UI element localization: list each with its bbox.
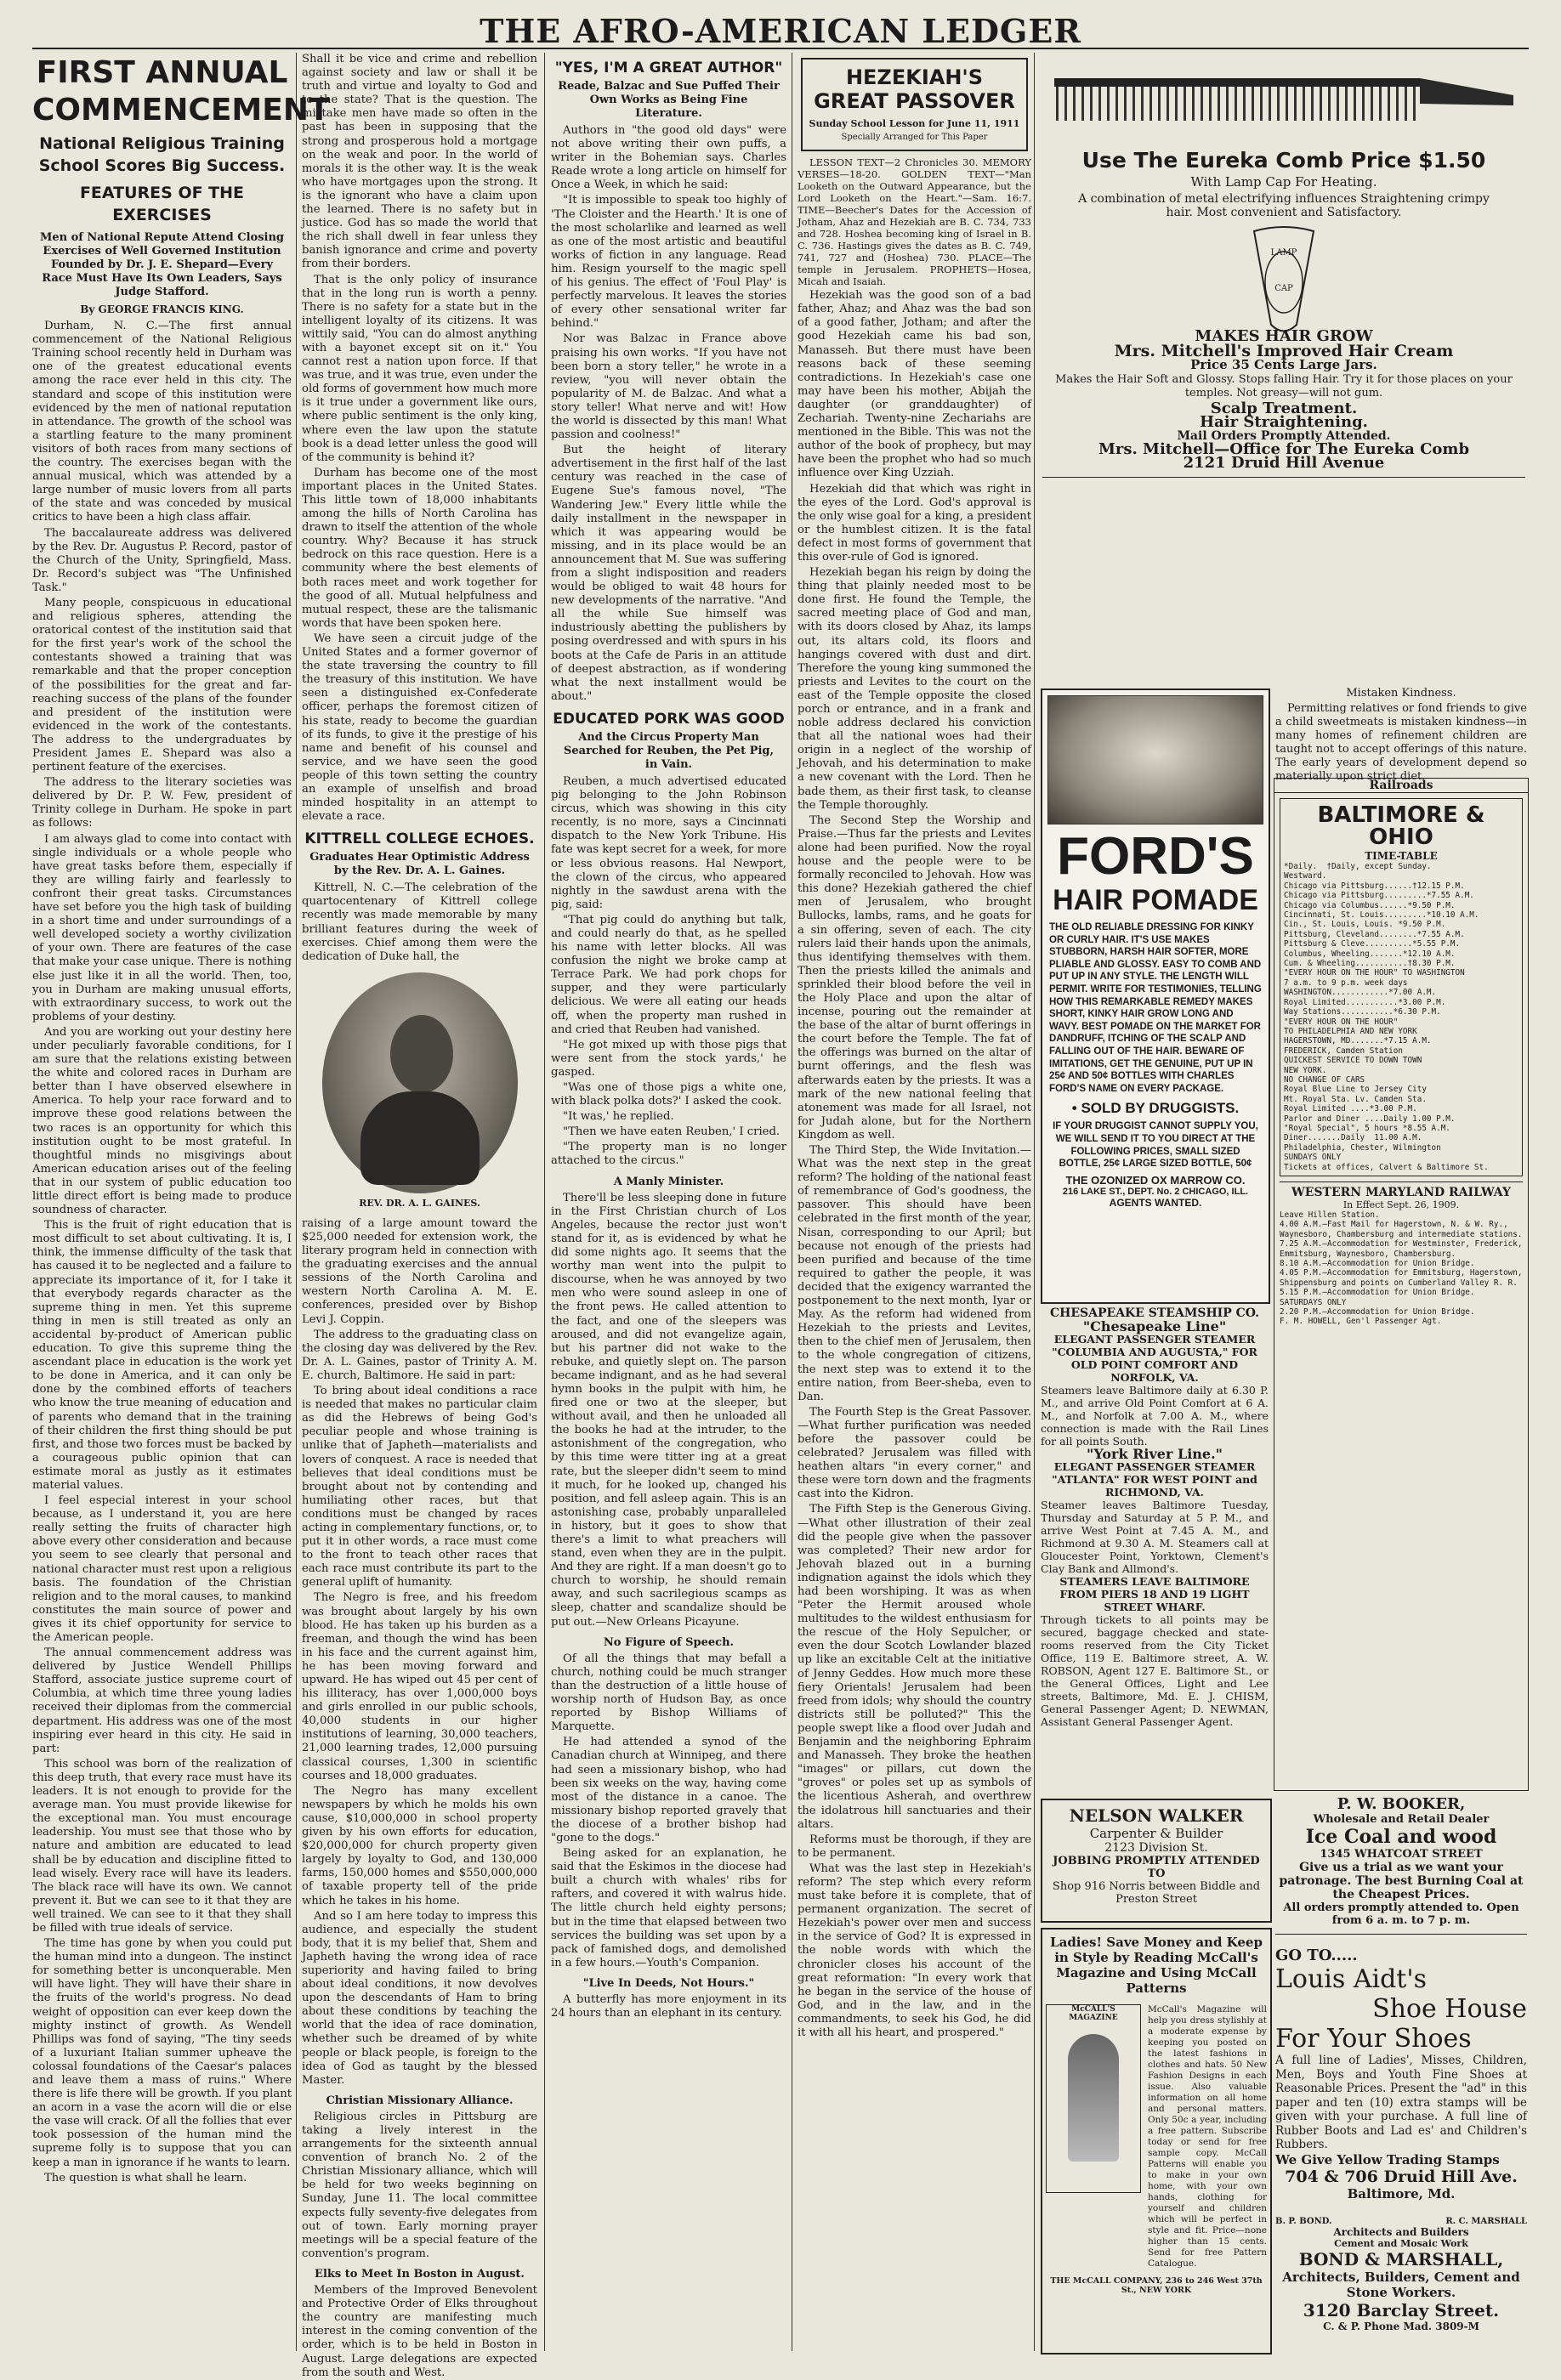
fords-company: THE OZONIZED OX MARROW CO. xyxy=(1065,1173,1246,1187)
paragraph: Reforms must be thorough, if they are to be permanent. xyxy=(798,1833,1031,1860)
bond-line: Architects, Builders, Cement and Stone Workers. xyxy=(1282,2270,1520,2300)
nelson-line: NELSON WALKER xyxy=(1069,1805,1244,1826)
mccall-cover-label: McCALL'S MAGAZINE xyxy=(1069,2005,1118,2022)
paragraph: We have seen a circuit judge of the United States and a former governor of the state traversing the country to fill the treasury of this institution. We have seen a distinguished ex-Confederate officer, perhaps the foremost citizen of his state, ready to become the guardian of its funds, to give it the prestige of his name and benefit of his counsel and service, and we have seen the good people of this town setting the country an example of unselfish and broad minded hospitality in an attempt to elevate a race. xyxy=(302,632,537,824)
western-maryland xyxy=(1280,1182,1523,1327)
paragraph: Many people, conspicuous in educational and religious spheres, attending the oratorical contest of the institution said that for the first year's work of the school the contestants showed a training that was remarkable and that the proper conception of the possibilities for the great and far-reaching success of the plans of the founder and president of the institution were evidenced in the work of the contestants. The address to the undergraduates by President James E. Shepard was also a pertinent feature of the exercises. xyxy=(32,596,292,774)
paragraph: Kittrell, N. C.—The celebration of the quartocentenary of Kittrell college recently was made memorable by many brilliant features during the week of exercises. Chief among them were the dedication of Duke hall, the xyxy=(302,881,537,963)
pork-deck: And the Circus Property Man Searched for Reuben, the Pet Pig, in Vain. xyxy=(563,730,775,771)
paragraph: Permitting relatives or fond friends to give a child sweetmeats is mistaken kindness—in many homes of refinement children are taught not to accept offerings of this nature. The early years of development depend so materially upon strict diet. xyxy=(1275,702,1527,783)
railroads-section xyxy=(1274,778,1529,1791)
paragraph: There'll be less sleeping done in future in the First Christian church of Los Angeles, because the rector just won't stand for it, as is evidenced by what he did some nights ago. It seems that the worthy man went into the pulpit to discourse, when he was annoyed by two men who were sound asleep in one of the front pews. He called attention to the fact, and one of the sleepers was aroused, and did not evangelize again, but his partner did not wake to the rebuke, and quietly slept on. The parson became indignant, and as he had several hymn books in the pulpit with him, he fired one or two at the sleeper, but without avail, and then he unloaded all the books he had at the intruder, to the astonishment of the congregation, who by this time were titter ing at a great rate, but the sleeper didn't seem to mind it much, for he looked up, changed his position, and fell asleep again. This is an astonishing case, probably unparalleled in history, but it goes to show that there's a limit to what preachers will stand, even when they are in the pulpit. And they are right. If a man doesn't go to church to worship, he should remain away, and such sacrilegious scamps as sleep, chatter and scandalize should be put out.—New Orleans Picayune. xyxy=(551,1191,786,1629)
paragraph: "The property man is no longer attached to the circus." xyxy=(551,1141,786,1168)
paragraph: The Third Step, the Wide Invitation.—What was the next step in the great reform? The holding of the national feast of remembrance of God's goodness, the passover. This should have been celebrated in the first month of the year, Nisan, corresponding to our April; but because not enough of the priests had been purified and because of the time required to gather the people, it was decided that the exigency warranted the postponement to the next month, Iyar or May. As the reform had widened from Hezekiah to the priests and Levites, then to the chief men of Jerusalem, then to the whole congregation of citizens, the next step was to extend it to the entire nation, from Beer-sheba, even to Dan. xyxy=(798,1144,1031,1403)
aidt-line: For Your Shoes xyxy=(1275,2024,1472,2054)
paragraph: That is the only policy of insurance that in the long run is worth a penny. There is no safety for a state but in the intelligent loyalty of its citizens. It was wittily said, "You can do almost anything with a bayonet except sit on it." You cannot rest a nation upon force. If that was true, and it was true, even under the old forms of government how much more is it true under a government like ours, where public sentiment is the only king, where even the law upon the statute book is a dead letter unless the good will of the community is behind it? xyxy=(302,273,537,464)
ches-line: ELEGANT PASSENGER STEAMER "ATLANTA" FOR WEST POINT and RICHMOND, VA. xyxy=(1052,1460,1257,1499)
paragraph: Durham, N. C.—The first annual commencement of the National Religious Training school recently held in Durham was one of the greatest educational events among the race ever held in this city. The standard and scope of this institution were evidenced by the men of national reputation in attendance. The growth of the school was a startling feature to the many prominent visitors of both races from many sections of the country. The exercises began with the annual musical, which was attended by a large number of music lovers from all parts of the state and was conceded by musical critics to have been a high class affair. xyxy=(32,320,292,524)
ches-line: Steamers leave Baltimore daily at 6.30 P. M., and arrive Old Point Comfort at 6 A. M., and Norfolk at 7.00 A. M., where connection is made with the Rail Lines for all points South. xyxy=(1041,1384,1269,1448)
paragraph: The Fifth Step is the Generous Giving.—What other illustration of their zeal did the people give when the passover was completed? Their new ardor for Jehovah blazed out in a burning indignation against the idols which they had been worshiping. It was as when "Peter the Hermit aroused whole multitudes to the wildest enthusiasm for the rescue of the Holy Sepulcher, or even the dour Scotch Lowlander blazed up like an excitable Celt at the initiative of Jenny Geddes. How much more these fiery Orientals! Jerusalem had been freed from idols; why should the country districts still be polluted?" This the people swept like a flood over Judah and Benjamin and the neighboring Ephraim and Manasseh. They broke the heathen "images" or pillars, cut down the "groves" or poles set up as symbols of the licentious Asherah, and overthrew the idolatrous hill sanctuaries and their altars. xyxy=(798,1503,1031,1831)
minister-headline: A Manly Minister. xyxy=(613,1175,724,1188)
paragraph: "That pig could do anything but talk, and could nearly do that, as he spelled his name with letter blocks. All was confusion the night we broke camp at Terrace Park. We had pork chops for supper, and they were particularly delicious. We were all eating our heads off, when the property man rushed in and cried that Reuben had vanished. xyxy=(551,913,786,1036)
bond-line: Architects and Builders xyxy=(1333,2226,1469,2238)
wm-title: WESTERN MARYLAND RAILWAY xyxy=(1291,1186,1511,1199)
wm-sub: In Effect Sept. 26, 1909. xyxy=(1342,1199,1460,1210)
paragraph: The Negro is free, and his freedom was brought about largely by his own blood. He has taken up his burden as a freeman, and though the wind has been in his face and the current against him, he has been moving forward and upward. He has wiped out 45 per cent of his illiteracy, has over 1,000,000 boys and girls enrolled in our public schools, 40,000 students in our higher institutions of learning, 30,000 teachers, 21,000 learning trades, 12,000 pursuing classical courses, 1,300 in scientific courses and 18,000 graduates. xyxy=(302,1591,537,1782)
photo-caption: REV. DR. A. L. GAINES. xyxy=(359,1197,480,1209)
bond-line: BOND & MARSHALL, xyxy=(1298,2249,1504,2270)
figure-headline: No Figure of Speech. xyxy=(603,1635,735,1649)
article-subtitle: National Religious Training School Scores Big Success. xyxy=(38,134,286,175)
deeds-headline: "Live In Deeds, Not Hours." xyxy=(582,1976,755,1990)
bo-timetable xyxy=(1280,798,1523,1176)
bo-table: *Daily. †Daily, except Sunday. Westward. Chicago via Pittsburg......†12.15 P.M. Chicago via Pittsburg.........*7.55 A.M. Chicago via Columbus......*9.50 P.M. Cincinnati, St. Louis.........*10.10 A.M. Cin., St. Louis, Louis. *9.50 P.M. Pittsburg, Cleveland........*7.55 A.M. Pittsburg & Cleve..........*5.55 P.M. Columbus, Wheeling.......*12.10 A.M. Cum. & Wheeling...........†8.30 P.M. "EVERY HOUR ON THE HOUR" TO WASHINGTON 7 a.m. to 9 p.m. week days WASHINGTON............*7.00 A.M. Royal Limited...........*3.00 P.M. Way Stations...........*6.30 P.M. "EVERY HOUR ON THE HOUR" TO PHILADELPHIA AND NEW YORK HAGERSTOWN, MD.......*7.15 A.M. FREDERICK, Camden Station QUICKEST SERVICE TO DOWN TOWN NEW YORK. NO CHANGE OF CARS Royal Blue Line to Jersey City Mt. Royal Sta. Lv. Camden Sta. Royal Limited ....*3.00 P.M. Parlor and Diner ....Daily 1.00 P.M. "Royal Special", 5 hours *8.55 A.M. Diner.......Daily 11.00 A.M. Philadelphia, Chester, Wilmington SUNDAYS ONLY Tickets at offices, Calvert & Baltimore St. xyxy=(1284,862,1489,1172)
aidt-line: GO TO..... xyxy=(1275,1946,1358,1964)
bo-title: BALTIMORE & OHIO xyxy=(1317,802,1485,850)
nelson-line: Shop 916 Norris between Biddle and Preston Street xyxy=(1052,1880,1261,1906)
paragraph: The Fourth Step is the Great Passover.—What further purification was needed before the passover could be celebrated? Jerusalem was filled with heathen altars "in every corner," and these were torn down and the fragments cast into the Kidron. xyxy=(798,1405,1031,1501)
paragraph: raising of a large amount toward the $25,000 needed for extension work, the literary program held in connection with the graduating exercises and the annual sessions of the North Carolina and western North Carolina A. M. E. conferences, presided over by Bishop Levi J. Coppin. xyxy=(302,1216,537,1326)
pork-headline: EDUCATED PORK WAS GOOD xyxy=(553,710,785,728)
kittrell-deck: Graduates Hear Optimistic Address by the Rev. Dr. A. L. Gaines. xyxy=(309,851,530,878)
fords-prices: IF YOUR DRUGGIST CANNOT SUPPLY YOU, WE WILL SEND IT TO YOU DIRECT AT THE FOLLOWING PRICES, SMALL SIZED BOTTLE, 25¢ LARGE SIZED BOTTLE, 50¢ xyxy=(1053,1121,1258,1170)
paragraph: A butterfly has more enjoyment in its 24 hours than an elephant in its century. xyxy=(551,1993,786,2020)
paragraph: The baccalaureate address was delivered by the Rev. Dr. Augustus P. Record, pastor of the Church of the Unity, Springfield, Mass. Dr. Record's subject was "The Unfinished Task." xyxy=(32,526,292,594)
ches-line: ELEGANT PASSENGER STEAMER "COLUMBIA AND AUGUSTA," FOR OLD POINT COMFORT AND NORFOLK, VA. xyxy=(1052,1333,1257,1384)
marshall-name: R. C. MARSHALL xyxy=(1445,2217,1527,2226)
paragraph: Authors in "the good old days" were not above writing their own puffs, a writer in the Bohemian says. Charles Reade wrote a long article on himself for Once a Week, in which he said: xyxy=(551,124,786,192)
paragraph: The question is what shall he learn. xyxy=(44,2171,247,2184)
elks-headline: Elks to Meet In Boston in August. xyxy=(315,2267,525,2281)
mitchell-line: Mail Orders Promptly Attended. xyxy=(1177,429,1391,444)
mitchell-line: Hair Straightening. xyxy=(1200,413,1368,432)
paragraph: What was the last step in Hezekiah's reform? The step which every reform must take before it is complete, that of permanent organization. The secret of Hezekiah's power over men and success in the service of God? It is expressed in the noble words with which the chronicler closes his account of the great reformation: "In every work that he began in the service of the house of God, and in the law, and in the commandments, to seek his God, he did it with all his heart, and prospered." xyxy=(798,1862,1031,2039)
paragraph: I feel especial interest in your school because, as I understand it, you are here really setting the fruits of character high above every other consideration and because you seem to see clearly that personal and national character must rest upon a religious basis. The foundation of the Christian religion and to the moral causes, to mankind constitutes the main source of power and gives it its chief opportunity for service to the American people. xyxy=(32,1494,292,1644)
bond-line: 3120 Barclay Street. xyxy=(1303,2300,1500,2320)
bond-line: Cement and Mosaic Work xyxy=(1334,2238,1468,2249)
paragraph: The annual commencement address was delivered by Justice Wendell Phillips Stafford, associate justice supreme court of Columbia, at which time three young ladies received their diplomas from the commercial department. His address was one of the most inspiring ever heard in this city. He said in part: xyxy=(32,1646,292,1755)
mccall-ad xyxy=(1041,1928,1272,2354)
paragraph: Hezekiah was the good son of a bad father, Ahaz; and Ahaz was the bad son of a good father, Jotham; and after the good Hezekiah came his bad son, Manasseh. But there must have been reasons back of these seeming contradictions. In Hezekiah's case one may have been his mother, Abijah the daughter (or granddaughter) of Zechariah. Twenty-nine Zechariahs are mentioned in the Bible. This was not the author of the book of prophecy, but may have been the prophet who had so much influence over King Uzziah. xyxy=(798,289,1031,480)
comb-illustration xyxy=(1046,53,1522,146)
paragraph: The address to the literary societies was delivered by Dr. P. W. Few, president of Trinity college in Durham. He spoke in part as follows: xyxy=(32,776,292,830)
fashion-figure xyxy=(1068,2034,1119,2162)
paragraph: The Second Step the Worship and Praise.—Thus far the priests and Levites alone had been purified. Now the royal house and the people were to be formally reconciled to Jehovah. How was this done? Hezekiah gathered the chief men of Jerusalem, who brought Bullocks, lambs, rams, and he goats for a sin offering, seven of each. The city rulers laid their hands upon the animals, thus identifying themselves with them. Then the priests killed the animals and sprinkled their blood before the veil in the Holy Place and upon the altar of incense, pouring out the remainder at the base of the altar of burnt offerings in the court before the Temple. The fat of the offerings was burned on the altar of burnt offerings, and the flesh was afterwards eaten by the priests. It was a mark of the new national feeling that atonement was made for all Israel, not for Judah alone, but for the Northern Kingdom as well. xyxy=(798,813,1031,1142)
mccall-headline: Ladies! Save Money and Keep in Style by Reading McCall's Magazine and Using McCall Patterns xyxy=(1050,1935,1263,1996)
bond-names xyxy=(1275,2217,1527,2226)
divider xyxy=(1042,477,1525,478)
paragraph: The Negro has many excellent newspapers by which he molds his own cause, $10,000,000 in school property given by his own efforts for education, $20,000,000 for church property given largely by loyalty to God, and 130,000 farms, 150,000 homes and $550,000,000 of taxable property tell of the pride which he takes in his home. xyxy=(302,1784,537,1907)
aidt-line: A full line of Ladies', Misses, Children, Men, Boys and Youth Fine Shoes at Reasonable Prices. Present the "ad" in this paper and ten (10) extra stamps will be given with your purchase. A full line of Rubber Boots and Lad es' and Children's Rubbers. xyxy=(1275,2054,1527,2151)
cap-label: CAP xyxy=(1274,284,1293,294)
lesson-title: GREAT PASSOVER xyxy=(814,89,1015,113)
article-headline: COMMENCEMENT xyxy=(32,93,330,128)
portrait-photo xyxy=(322,972,518,1193)
lesson-text: LESSON TEXT—2 Chronicles 30. MEMORY VERSES—18-20. GOLDEN TEXT—"Man Looketh on the Outward Appearance, but the Lord Looketh on the Heart."—Sam. 16:7. TIME—Beecher's Dates for the Accession of Jotham, Ahaz and Hezekiah are B. C. 734, 733 and 728. Hoshea becoming king of Israel in B. C. 736. Hastings gives the dates as B. C. 749, 741, 727 and (Hoshea) 730. PLACE—The temple in Jerusalem. PROPHETS—Hosea, Micah and Isaiah. xyxy=(798,156,1031,288)
booker-line: Wholesale and Retail Dealer xyxy=(1313,1813,1490,1826)
mitchell-line: Price 35 Cents Large Jars. xyxy=(1190,356,1377,372)
booker-line: All orders promptly attended to. Open from 6 a. m. to 7 p. m. xyxy=(1283,1901,1519,1927)
aidt-line: Shoe House xyxy=(1372,1994,1527,2024)
column-divider xyxy=(1034,53,1035,2351)
paragraph: This school was born of the realization of this deep truth, that every race must have its leaders. It is not enough to provide for the average man. You must provide likewise for the exceptional man. You must encourage leadership. You must see that those who by nature and ambition are educated to lead shall be by education and discipline fitted to lead wisely. Every race will have its leaders. The black race will have its own. We cannot prevent it. But we can see to it that they are well trained. We can see to it that they shall be filled with true ideals of service. xyxy=(32,1757,292,1935)
bond-line: C. & P. Phone Mad. 3809-M xyxy=(1323,2320,1479,2332)
paragraph: "Then we have eaten Reuben,' I cried. xyxy=(563,1125,780,1139)
missionary-headline: Christian Missionary Alliance. xyxy=(326,2094,514,2107)
aidt-line: Louis Aidt's xyxy=(1275,1964,1427,1994)
mitchell-line: 2121 Druid Hill Avenue xyxy=(1183,454,1385,473)
nelson-walker-ad xyxy=(1041,1799,1272,1923)
paragraph: Of all the things that may befall a church, nothing could be much stranger than the destruction of a little house of worship north of Hudson Bay, as once reported by Bishop Williams of Marquette. xyxy=(551,1652,786,1734)
lesson-date: Sunday School Lesson for June 11, 1911 xyxy=(809,118,1020,129)
masthead-rule xyxy=(32,48,1529,49)
byline: By GEORGE FRANCIS KING. xyxy=(80,303,244,315)
sunday-school-column xyxy=(798,53,1031,2354)
fords-title: FORD'S xyxy=(1057,827,1254,886)
paragraph: Shall it be vice and crime and rebellion against society and law or shall it be truth and virtue and loyalty to God and to the state? That is the question. The mistake men have made so often in the past has been in supposing that the strong and prosperous hold a mortgage on the weak and poor. In the world of morals it is the other way. It is the weak who have mortgages upon the strong. It is the ignorant who have a claim upon the learned. There is no safety but in justice. God has so made the world that the rich shall dwell in fear unless they banish ignorance and crime and poverty from their borders. xyxy=(302,53,537,271)
mccall-footer: THE McCALL COMPANY, 236 to 246 West 37th St., NEW YORK xyxy=(1050,2276,1263,2295)
comb-headline: Use The Eureka Comb Price $1.50 xyxy=(1081,148,1486,173)
divider xyxy=(1275,1934,1527,1935)
mitchell-line: Scalp Treatment. xyxy=(1210,399,1358,417)
lesson-title-box xyxy=(801,58,1028,151)
kittrell-headline: KITTRELL COLLEGE ECHOES. xyxy=(304,830,535,848)
paragraph: The time has gone by when you could put the human mind into a dungeon. The instinct for something better is unconquerable. Men will have light. They will have their share in the fruits of the world's progress. No dead weight of opposition can ever keep down the mighty instinct of growth. As Wendell Phillips was fond of saying, "The tiny seeds of a luxuriant Italian summer upheave the colossal foundations of the Caesar's palaces and leave them a mass of ruins." Where there is life there will be growth. If you plant an acorn in a vase the acorn will die or else the vase will crack. Of all the follies that ever took possession of the human mind the supreme folly is to suppose that you can keep a man in ignorance if he wants to learn. xyxy=(32,1937,292,2169)
nelson-line: JOBBING PROMPTLY ATTENDED TO xyxy=(1053,1855,1260,1880)
ches-line: STEAMERS LEAVE BALTIMORE FROM PIERS 18 AND 19 LIGHT STREET WHARF. xyxy=(1059,1575,1250,1613)
booker-line: 1345 WHATCOAT STREET xyxy=(1320,1848,1483,1861)
railroads-title: Railroads xyxy=(1274,779,1528,793)
kindness-title: Mistaken Kindness. xyxy=(1346,687,1456,700)
paragraph: Reuben, a much advertised educated pig belonging to the John Robinson circus, which was showing in this city recently, is no more, says a Cincinnati dispatch to the New York Tribune. His fate was kept secret for a week, for more or less obvious reasons. Hal Newport, the clown of the circus, who appeared nightly in the sawdust arena with the pig, said: xyxy=(551,774,786,911)
kindness-item xyxy=(1275,687,1527,785)
author-column xyxy=(551,53,786,2354)
fords-pomade-ad xyxy=(1041,688,1270,1304)
ches-line: Through tickets to all points may be secured, baggage checked and state-rooms reserved from the City Ticket Office, 119 E. Baltimore street, A. W. ROBSON, Agent 127 E. Baltimore St., or the General Offices, Light and Lee streets, Baltimore, Md. E. J. CHISM, General Passenger Agent; D. NEWMAN, Assistant General Passenger Agent. xyxy=(1041,1613,1269,1728)
aidt-ad xyxy=(1275,1946,1527,2202)
kittrell-column xyxy=(302,53,537,2379)
booker-ad xyxy=(1275,1795,1527,1935)
bond-name: B. P. BOND. xyxy=(1275,2217,1332,2226)
paragraph: Religious circles in Pittsburg are taking a lively interest in the arrangements for the sixteenth annual convention of branch No. 2 of the Christian Missionary alliance, which will be held for two weeks beginning on Sunday, June 11. The local committee expects fully seventy-five delegates from out of town. Early morning prayer meetings will be a special feature of the convention's program. xyxy=(302,2110,537,2260)
article-headline: FIRST ANNUAL xyxy=(36,55,288,90)
aidt-line: We Give Yellow Trading Stamps xyxy=(1275,2151,1500,2168)
paragraph: Durham has become one of the most important places in the United States. This little town of 18,000 inhabitants among the hills of North Carolina has drawn to itself the attention of the whole country. Why? Because it has struck bedrock on this race question. Here is a community where the best elements of both races meet and work together for the good of all. Mutual helpfulness and mutual respect, these are the talismanic words that have been spoken here. xyxy=(302,466,537,630)
fords-agents: AGENTS WANTED. xyxy=(1109,1196,1202,1209)
paragraph: Members of the Improved Benevolent and Protective Order of Elks throughout the country are manifesting much interest in the coming convention of the order, which is to be held in Boston in August. Large delegations are expected from the south and West. xyxy=(302,2284,537,2379)
paragraph: "Was one of those pigs a white one, with black polka dots?' I asked the cook. xyxy=(551,1081,786,1108)
paragraph: But the height of literary advertisement in the first half of the last century was reached in the case of Eugene Sue's famous novel, "The Wandering Jew." Every little while the daily installment in the newspaper in which it was appearing would be missing, and in its place would be an announcement that M. Sue was suffering from a slight indisposition and readers would be obliged to wait 48 hours for new developments of the narrative. "And all the while Sue himself was industriously abetting the publishers by posing overdressed and with spurs in his boots at the Cafe de Paris in an attitude of deepest abstraction, as if wondering what the next installment would be about." xyxy=(551,444,786,703)
portrait-head xyxy=(390,1015,453,1093)
mccall-magazine-cover xyxy=(1046,2004,1141,2193)
column-divider xyxy=(544,53,545,2351)
paragraph: He had attended a synod of the Canadian church at Winnipeg, and there had seen a missionary bishop, who had been six weeks on the way, having come most of the distance in a canoe. The missionary bishop reported gravely that the diocese of a brother bishop had "gone to the dogs." xyxy=(551,1736,786,1844)
article-deck: Men of National Repute Attend Closing Exercises of Well Governed Institution Founded by Dr. J. E. Shepard—Every Race Must Have Its Own Leaders, Says Judge Stafford. xyxy=(39,231,285,298)
article-subhead: FEATURES OF THE EXERCISES xyxy=(79,184,245,224)
paragraph: I am always glad to come into contact with single individuals or a whole people who have great tasks before them, especially if they are willing fairly and fearlessly to confront their great tasks. Circumstances have set before you the high task of building in a short time and under surroundings of a well developed society a worthy civilization of your own. There are features of the case that make your case unique. There is nothing else just like it in all the world. Then, too, you in Durham are making unusual efforts, with extraordinary success, to work out the problems of your destiny. xyxy=(32,832,292,1023)
paragraph: To bring about ideal conditions a race is needed that makes no particular claim as did the Hebrews of being God's peculiar people and whose training is unlike that of Japheth—materialists and lovers of conquest. A race is needed that believes that ideal conditions must be brought about not by contending and humiliating other races, but that conditions must be changed by races acting in complementary functions, or, to put it in other words, a race must come to the front to teach other races that each race must contribute its part to the general uplift of humanity. xyxy=(302,1385,537,1590)
bo-subtitle: TIME-TABLE xyxy=(1365,850,1438,862)
aidt-line: Baltimore, Md. xyxy=(1347,2185,1456,2202)
ches-line: "York River Line." xyxy=(1086,1446,1223,1462)
nelson-line: 2123 Division St. xyxy=(1104,1841,1208,1855)
chesapeake-ad xyxy=(1041,1307,1269,1792)
portrait-illustration xyxy=(1047,695,1263,824)
fords-subtitle: HAIR POMADE xyxy=(1053,884,1258,916)
paragraph: Hezekiah began his reign by doing the thing that plainly needed most to be done first. He found the Temple, the sacred meeting place of God and man, with its doors closed by Ahaz, its lamps out, its altars cold, its floors and hangings covered with dust and dirt. Therefore the young king summoned the priests and Levites to the court on the east of the Temple opposite the closed porch or entrance, and in a frank and noble address declared his conviction that all the national woes had their origin in a neglect of the worship of Jehovah, and his determination to make a new covenant with the Lord. Then he bade them, as their first task, to cleanse the Temple thoroughly. xyxy=(798,566,1031,812)
wm-body: Leave Hillen Station. 4.00 A.M.—Fast Mail for Hagerstown, N. & W. Ry., Waynesboro, Chambersburg and intermediate stations. 7.25 A.M.—Accommodation for Westminster, Frederick, Emmitsburg, Waynesboro, Chambersburg. 8.10 A.M.—Accommodation for Union Bridge. 4.05 P.M.—Accommodation for Emmitsburg, Hagerstown, Shippensburg and points on Cumberland Valley R. R. 5.15 P.M.—Accommodation for Union Bridge. SATURDAYS ONLY 2.20 P.M.—Accommodation for Union Bridge. F. M. HOWELL, Gen'l Passenger Agt. xyxy=(1280,1210,1523,1327)
mitchell-line: Mrs. Mitchell—Office for The Eureka Comb xyxy=(1098,440,1470,459)
mitchell-line: Makes the Hair Soft and Glossy. Stops falling Hair. Try it for those places on your temples. Not greasy—will not gum. xyxy=(1055,372,1513,400)
paragraph: "It is impossible to speak too highly of 'The Cloister and the Hearth.' It is one of the most scholarlike and learned as well as one of the most artistic and beautiful works of fiction in any language. Read him. Resign yourself to the magic spell of his genius. The effect of 'Foul Play' is perfectly marvelous. It leaves the stories of every other sensational writer far behind." xyxy=(551,194,786,331)
paragraph: This is the fruit of right education that is most difficult to set about cultivating. It is, I think, the immense difficulty of the task that has caused it to be neglected and a failure to appreciate its importance of it, for I take it that everybody regards character as the supreme thing in men. Yet this supreme thing in men is still treated as only an accidental by-product of American public education. To give this supreme thing the ascendant place in education is the work yet to be done in America, and it can only be done by the combined efforts of teachers who know the true meaning of education and of parents who demand that in the training of their children the first thing should be put first, and those two forces must be backed by a courageous public opinion that can estimate moral as justly as it estimates material values. xyxy=(32,1219,292,1492)
paragraph: Being asked for an explanation, he said that the Eskimos in the diocese had built a church with whales' ribs for rafters, and covered it with walrus hide. The little church held eighty persons; but in the time that elapsed between two services the building was set upon by a pack of famished dogs, and demolished in a few hours.—Youth's Companion. xyxy=(551,1847,786,1969)
booker-line: Ice Coal and wood xyxy=(1305,1826,1497,1848)
nelson-line: Carpenter & Builder xyxy=(1089,1826,1223,1841)
ches-line: Steamer leaves Baltimore Tuesday, Thursday and Saturday at 5 P. M., and arrive West Point at 7.45 A. M., and Richmond at 9.30 A. M. Steamers call at Gloucester Point, Yorktown, Clement's Clay Bank and Allmond's. xyxy=(1041,1499,1269,1575)
column-divider xyxy=(296,53,297,2351)
lamp-label: LAMP xyxy=(1270,248,1297,258)
fords-body: THE OLD RELIABLE DRESSING FOR KINKY OR CURLY HAIR. IT'S USE MAKES STUBBORN, HARSH HAIR SOFTER, MORE PLIABLE AND GLOSSY. EASY TO COMB AND PUT UP IN ANY STYLE. THE LENGTH WILL PERMIT. WRITE FOR TESTIMONIES, TELLING HOW THIS REMARKABLE REMEDY MAKES SHORT, KINKY HAIR GROW LONG AND WAVY. BEST POMADE ON THE MARKET FOR DANDRUFF, ITCHING OF THE SCALP AND FALLING OUT OF THE HAIR. BEWARE OF IMITATIONS, GET THE GENUINE, PUT UP IN 25¢ AND 50¢ BOTTLES WITH CHARLES FORD'S NAME ON EVERY PACKAGE. xyxy=(1049,922,1262,1094)
aidt-line: 704 & 706 Druid Hill Ave. xyxy=(1285,2167,1518,2186)
mccall-body: McCall's Magazine will help you dress stylishly at a moderate expense by keeping you posted on the latest fashions in clothes and hats. 50 New Fashion Designs in each issue. Also valuable information on all home and personal matters. Only 50c a year, including a free pattern. Subscribe today or send for free sample copy. McCall Patterns will enable you to make in your own home, with your own hands, clothing for yourself and children which will be perfect in style and fit. Price—none higher than 15 cents. Send for free Pattern Catalogue. xyxy=(1148,2004,1267,2269)
mitchell-line: MAKES HAIR GROW xyxy=(1195,327,1373,346)
paragraph: And you are working out your destiny here under peculiarly favorable conditions, for I am sure that the relations existing between the white and colored races in Durham are better than I have observed elsewhere in America. To help your race forward and to improve these good relations between the two races is an opportunity for which this institution ought to be most grateful. In thoughtful minds no misgivings about American education arises out of the feeling that in our system of public education too little direct effort is being made to produce soundness of character. xyxy=(32,1025,292,1217)
comb-sub: With Lamp Cap For Heating. xyxy=(1190,174,1377,190)
lesson-note: Specially Arranged for This Paper xyxy=(841,133,988,143)
paragraph: Hezekiah did that which was right in the eyes of the Lord. God's approval is the only wise goal for a king, a president or the humblest citizen. It is the fatal defect in most forms of government that this over-rule of God is ignored. xyxy=(798,482,1031,564)
author-headline: "YES, I'M A GREAT AUTHOR" xyxy=(554,60,783,76)
author-deck: Reade, Balzac and Sue Puffed Their Own Works as Being Fine Literature. xyxy=(558,80,780,120)
fords-address: 216 LAKE ST., DEPT. No. 2 CHICAGO, ILL. xyxy=(1062,1186,1249,1197)
paragraph: Nor was Balzac in France above praising his own works. "If you have not been born a story teller," he wrote in a review, "you will never obtain the popularity of M. de Balzac. And what a story teller! What nerve and wit! How the world is dissected by this man! What passion and coolness!" xyxy=(551,332,786,442)
portrait-body xyxy=(360,1091,480,1185)
booker-line: P. W. BOOKER, xyxy=(1337,1795,1466,1813)
ches-line: "Chesapeake Line" xyxy=(1082,1318,1227,1334)
paragraph: "He got mixed up with those pigs that were sent from the stock yards,' he gasped. xyxy=(551,1038,786,1079)
paragraph: And so I am here today to impress this audience, and especially the student body, that it is my belief that, Shem and Japheth having the wrong idea of race superiority and having failed to bring about ideal conditions, it now devolves upon the descendants of Ham to bring about these conditions by teaching the world that the idea of race domination, whether such be dreamed of by white people or black people, is foreign to the idea of God as taught by the blessed Master. xyxy=(302,1909,537,2087)
booker-line: Give us a trial as we want your patronage. The best Burning Coal at the Cheapest Prices. xyxy=(1279,1861,1524,1901)
lesson-title: HEZEKIAH'S xyxy=(845,65,984,89)
mitchell-line: Mrs. Mitchell's Improved Hair Cream xyxy=(1114,341,1454,360)
bond-marshall-ad xyxy=(1275,2217,1527,2332)
fords-druggists: • SOLD BY DRUGGISTS. xyxy=(1071,1100,1240,1117)
masthead: THE AFRO-AMERICAN LEDGER xyxy=(480,12,1081,50)
commencement-article xyxy=(32,53,330,2354)
comb-desc: A combination of metal electrifying influences Straightening crimpy hair. Most convenient and Satisfactory. xyxy=(1078,192,1490,220)
paragraph: The address to the graduating class on the closing day was delivered by the Rev. Dr. A. L. Gaines, pastor of Trinity A. M. E. church, Baltimore. He said in part: xyxy=(302,1328,537,1382)
ches-line: CHESAPEAKE STEAMSHIP CO. xyxy=(1049,1306,1260,1320)
paragraph: "It was,' he replied. xyxy=(563,1110,674,1124)
